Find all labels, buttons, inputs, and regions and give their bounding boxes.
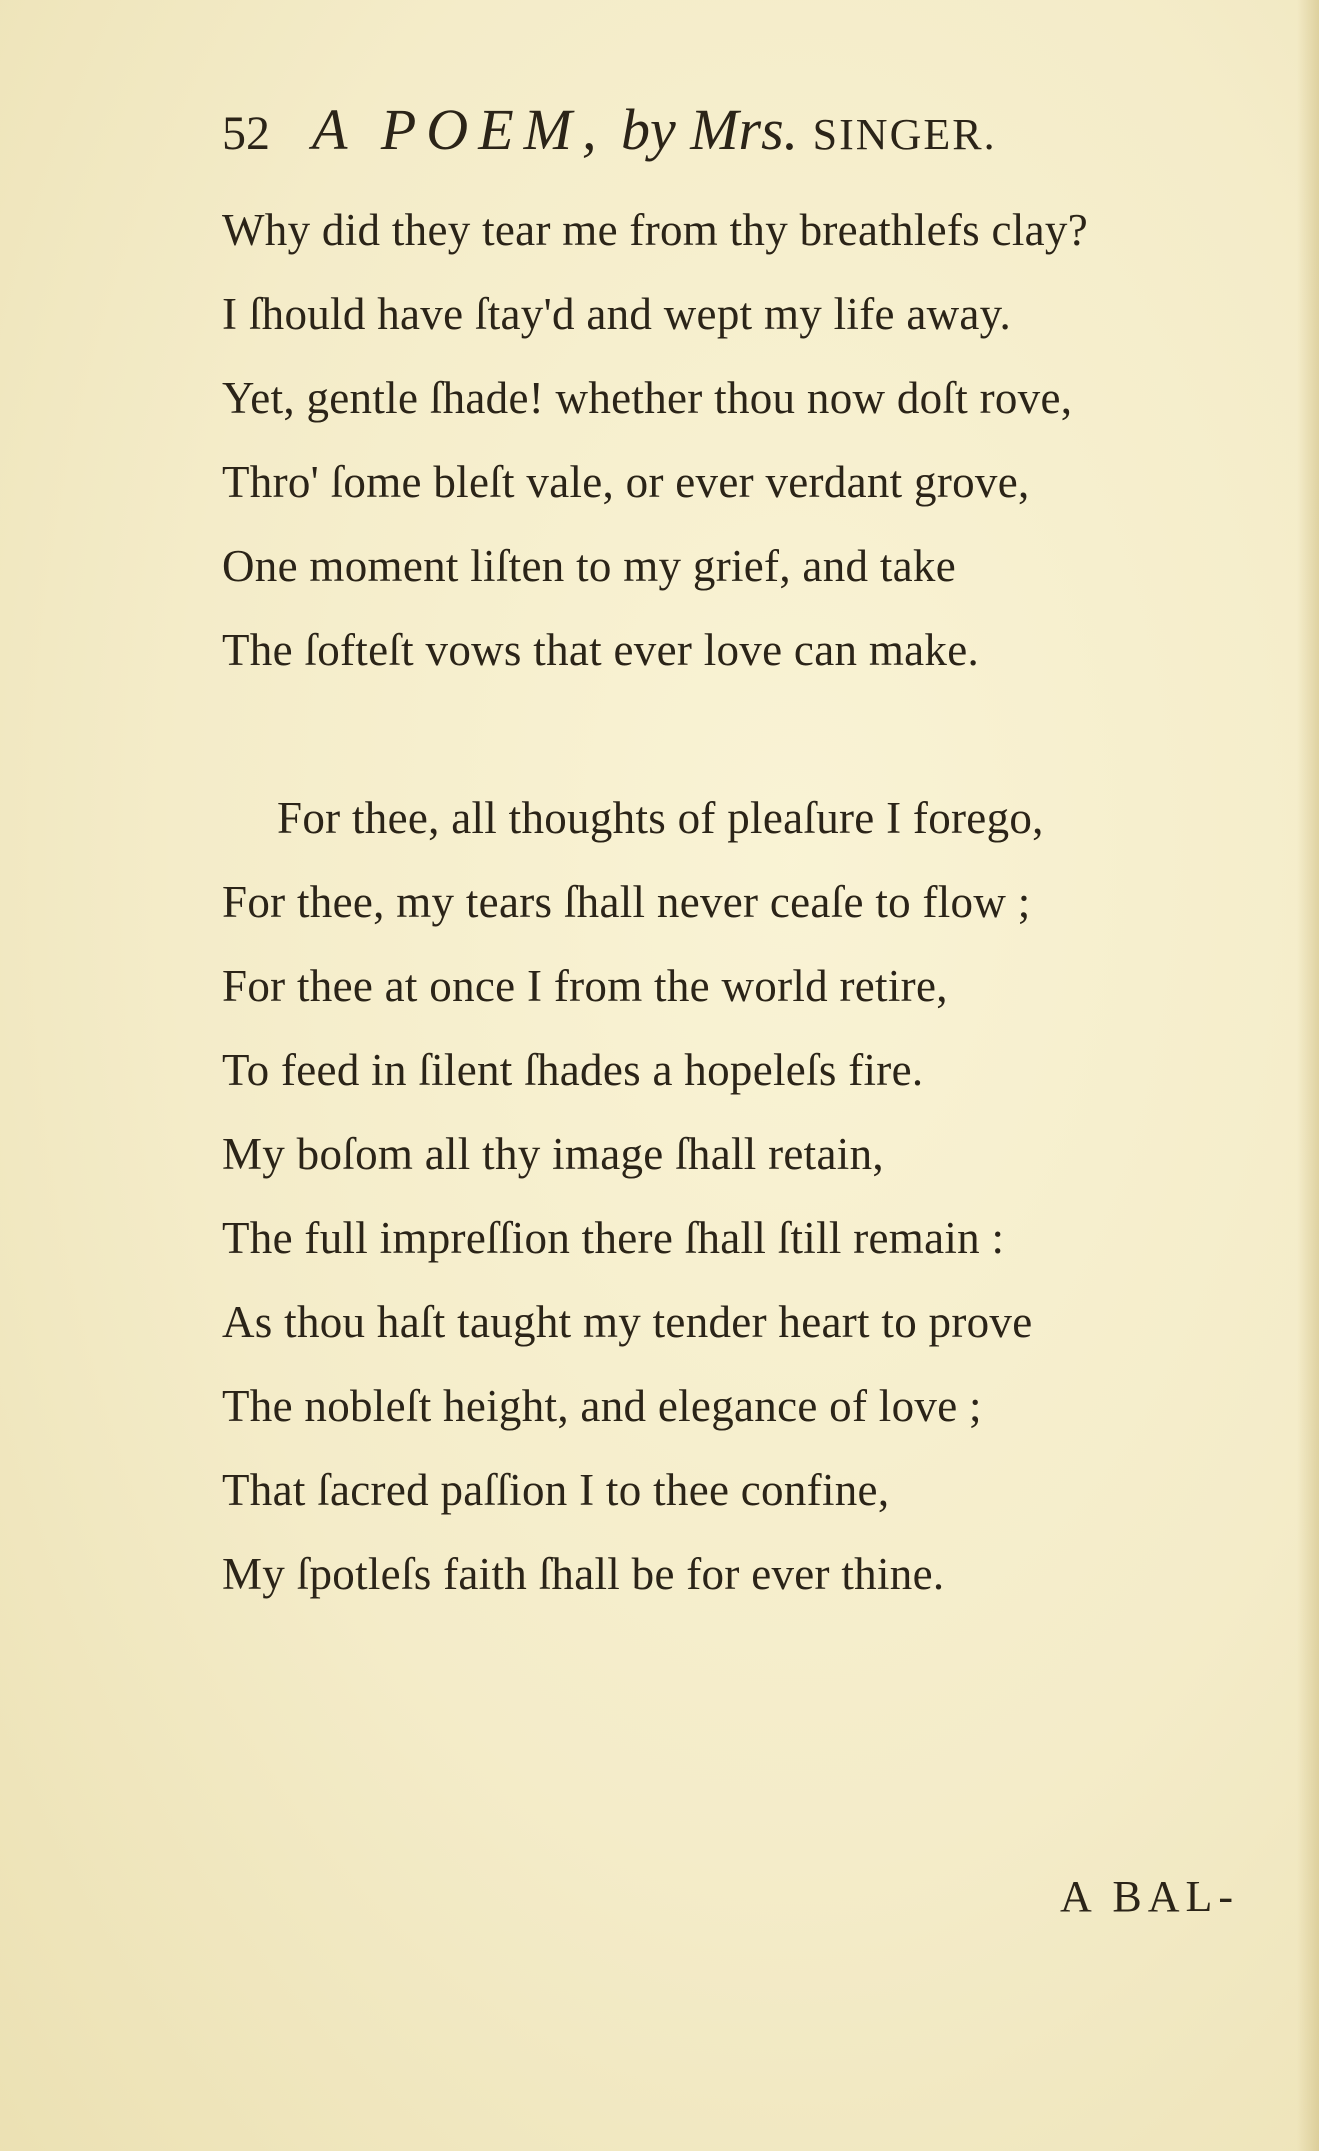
verse-line: Thro' ſome bleſt vale, or ever verdant grove,	[222, 457, 1030, 507]
byline-mrs: Mrs.	[690, 97, 799, 162]
verse-line: I ſhould have ſtay'd and wept my life away.	[222, 289, 1012, 339]
verse-line: My ſpotleſs faith ſhall be for ever thine.	[222, 1549, 945, 1599]
page-number: 52	[222, 107, 270, 160]
verse-line: Yet, gentle ſhade! whether thou now doſt rove,	[222, 373, 1073, 423]
poem-title: A POEM,	[312, 97, 607, 162]
verse-line: That ſacred paſſion I to thee confine,	[222, 1465, 890, 1515]
verse-line: For thee at once I from the world retire,	[222, 961, 948, 1011]
author-name: SINGER.	[812, 110, 997, 159]
verse-line: One moment liſten to my grief, and take	[222, 541, 957, 591]
running-head	[222, 95, 1162, 165]
verse-line: To feed in ſilent ſhades a hopeleſs fire.	[222, 1045, 924, 1095]
verse-line: Why did they tear me from thy breathlefs clay?	[222, 205, 1088, 255]
catchword: A BAL-	[1060, 1872, 1239, 1921]
stanza-2	[222, 776, 1212, 1616]
stanza-1	[222, 188, 1212, 692]
verse-line: For thee, my tears ſhall never ceaſe to flow ;	[222, 877, 1031, 927]
verse-line: The nobleſt height, and elegance of love ;	[222, 1381, 982, 1431]
verse-line: As thou haſt taught my tender heart to prove	[222, 1297, 1033, 1347]
verse-line: The full impreſſion there ſhall ſtill remain :	[222, 1213, 1005, 1263]
byline-by: by	[620, 97, 676, 162]
verse-line: My boſom all thy image ſhall retain,	[222, 1129, 884, 1179]
verse-line: For thee, all thoughts of pleaſure I forego,	[277, 793, 1044, 843]
page-edge-shadow	[1297, 0, 1319, 2151]
verse-line: The ſofteſt vows that ever love can make.	[222, 625, 980, 675]
